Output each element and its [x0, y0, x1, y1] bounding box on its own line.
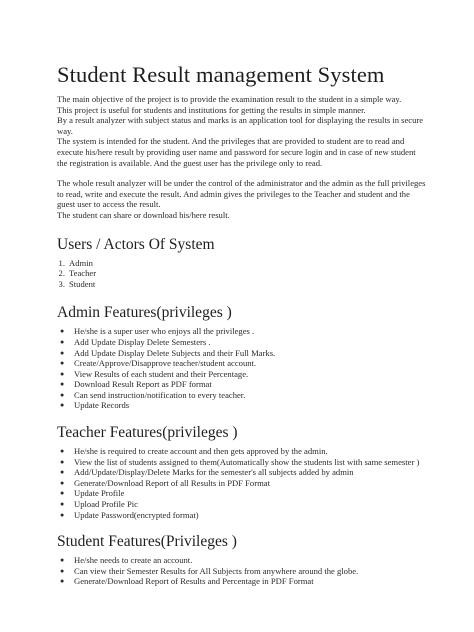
- list-item-text: Generate/Download Report of Results and Percentage in PDF Format: [74, 576, 314, 587]
- list-item: [57, 510, 428, 521]
- page-title: Student Result management System: [57, 62, 385, 87]
- bullet-icon: ●: [60, 401, 65, 410]
- intro-line: The system is intended for the student. And the privileges that are provided to student are to read and execute his/here result by providing user name and password for secure login and in case of new student the registration is available. And the guest user has the privilege only to read.: [57, 136, 416, 168]
- bullet-icon: ●: [60, 478, 65, 487]
- bullet-icon: ●: [60, 577, 65, 586]
- bullet-icon: ●: [60, 359, 65, 368]
- list-number: 1.: [58, 257, 65, 268]
- bullet-icon: ●: [60, 369, 65, 378]
- intro-line: The student can share or download his/here result.: [57, 209, 230, 220]
- bullet-icon: ●: [60, 468, 65, 477]
- list-item: [57, 369, 428, 380]
- list-item-text: Add/Update/Display/Delete Marks for the semester's all subjects added by admin: [74, 467, 354, 478]
- teacher-features-heading: Teacher Features(privileges ): [57, 424, 238, 442]
- bullet-icon: ●: [60, 489, 65, 498]
- list-number: 2.: [58, 268, 65, 279]
- list-item: [57, 390, 428, 401]
- list-item-text: View the list of students assigned to them(Automatically show the students list with same semester ): [74, 456, 420, 467]
- list-item: [57, 379, 428, 390]
- list-item-text: Download Result Report as PDF format: [74, 379, 212, 390]
- list-item-text: He/she is a super user who enjoys all the privileges .: [74, 326, 255, 337]
- list-item: [57, 467, 428, 478]
- list-item: [57, 279, 428, 290]
- bullet-icon: ●: [60, 390, 65, 399]
- list-item-text: He/she needs to create an account.: [74, 555, 193, 566]
- list-item-text: Can send instruction/notification to every teacher.: [74, 389, 246, 400]
- student-features-list: [57, 555, 428, 587]
- list-item: [57, 258, 428, 269]
- list-item-text: Teacher: [69, 268, 97, 279]
- list-item-text: Upload Profile Pic: [74, 499, 138, 510]
- teacher-features-list: [57, 446, 428, 520]
- bullet-icon: ●: [60, 500, 65, 509]
- bullet-icon: ●: [60, 566, 65, 575]
- bullet-icon: ●: [60, 380, 65, 389]
- list-item: [57, 268, 428, 279]
- list-item: [57, 566, 428, 577]
- list-item: [57, 400, 428, 411]
- list-item-text: Add Update Display Delete Semesters .: [74, 336, 211, 347]
- list-item-text: Admin: [69, 257, 93, 268]
- student-features-heading: Student Features(Privileges ): [57, 533, 237, 551]
- list-item-text: Update Password(encrypted format): [74, 509, 199, 520]
- list-item-text: Add Update Display Delete Subjects and their Full Marks.: [74, 347, 276, 358]
- list-item: [57, 488, 428, 499]
- list-item: [57, 457, 428, 468]
- list-item-text: He/she is required to create account and then gets approved by the admin.: [74, 446, 328, 457]
- bullet-icon: ●: [60, 348, 65, 357]
- list-item: [57, 326, 428, 337]
- intro-line: By a result analyzer with subject status and marks is an application tool for displaying the results in secure way.: [57, 115, 424, 136]
- admin-features-list: [57, 326, 428, 411]
- bullet-icon: ●: [60, 510, 65, 519]
- list-item: [57, 478, 428, 489]
- list-item-text: Generate/Download Report of all Results in PDF Format: [74, 477, 270, 488]
- list-item-text: Create/Approve/Disapprove teacher/student account.: [74, 358, 257, 369]
- list-item-text: Can view their Semester Results for All Subjects from anywhere around the globe.: [74, 565, 359, 576]
- bullet-icon: ●: [60, 337, 65, 346]
- intro-paragraph-2: [57, 178, 428, 220]
- list-item: [57, 337, 428, 348]
- users-heading: Users / Actors Of System: [57, 235, 215, 253]
- intro-line: This project is useful for students and institutions for getting the results in simple manner.: [57, 104, 366, 115]
- list-item: [57, 499, 428, 510]
- list-item-text: Update Records: [74, 400, 130, 411]
- intro-line: The whole result analyzer will be under the control of the administrator and the admin as the full privileges to read, write and execute the result. And admin gives the privileges to the Teacher and student and the guest user to access the result.: [57, 178, 426, 210]
- list-item-text: Update Profile: [74, 488, 125, 499]
- list-item: [57, 576, 428, 587]
- bullet-icon: ●: [60, 447, 65, 456]
- bullet-icon: ●: [60, 327, 65, 336]
- intro-line: The main objective of the project is to provide the examination result to the student in a simple way.: [57, 94, 402, 104]
- users-list: [57, 258, 428, 290]
- list-item: [57, 358, 428, 369]
- list-item-text: View Results of each student and their Percentage.: [74, 368, 249, 379]
- intro-paragraph-1: [57, 94, 428, 168]
- list-item: [57, 446, 428, 457]
- bullet-icon: ●: [60, 457, 65, 466]
- list-item: [57, 348, 428, 359]
- list-number: 3.: [58, 278, 65, 289]
- list-item: [57, 555, 428, 566]
- list-item-text: Student: [69, 278, 96, 289]
- bullet-icon: ●: [60, 556, 65, 565]
- admin-features-heading: Admin Features(privileges ): [57, 304, 232, 322]
